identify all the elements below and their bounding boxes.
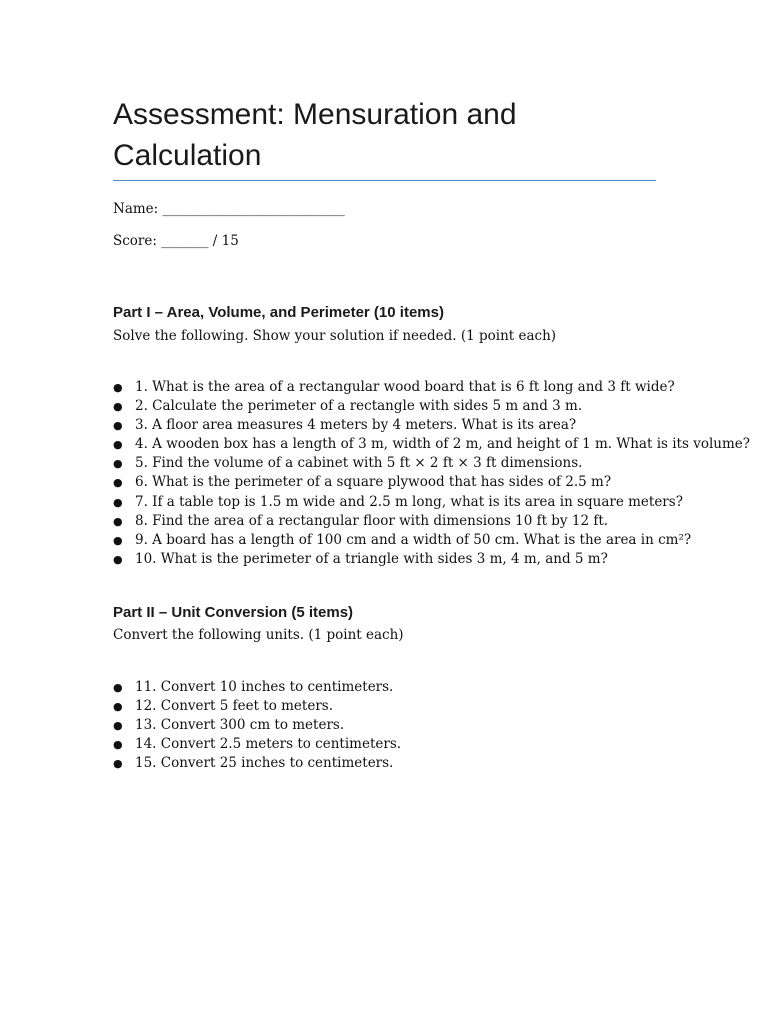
list-item [113,697,673,716]
list-item [113,716,673,735]
question-text: 10. What is the perimeter of a triangle with sides 3 m, 4 m, and 5 m? [135,550,608,567]
question-text: 3. A floor area measures 4 meters by 4 meters. What is its area? [135,417,577,434]
list-item [113,378,673,397]
bullet-icon: ● [113,700,123,714]
bullet-icon: ● [113,438,123,452]
page-title: Assessment: Mensuration and Calculation [113,98,517,172]
part1-heading: Part I – Area, Volume, and Perimeter (10 items) [113,304,444,321]
part1-instruction: Solve the following. Show your solution if needed. (1 point each) [113,328,557,344]
list-item [113,493,683,512]
score-field: Score: _______ / 15 [113,233,239,249]
bullet-icon: ● [113,738,123,752]
question-text: 14. Convert 2.5 meters to centimeters. [135,736,402,753]
bullet-icon: ● [113,514,123,528]
title-divider [113,180,656,181]
bullet-icon: ● [113,495,123,509]
list-item [113,531,692,550]
bullet-icon: ● [113,419,123,433]
bullet-icon: ● [113,476,123,490]
bullet-icon: ● [113,552,123,566]
part2-instruction: Convert the following units. (1 point each) [113,627,404,643]
bullet-icon: ● [113,381,123,394]
part2-heading: Part II – Unit Conversion (5 items) [113,604,354,621]
question-text: 12. Convert 5 feet to meters. [135,698,333,715]
bullet-icon: ● [113,457,123,471]
bullet-icon: ● [113,533,123,547]
question-text: 15. Convert 25 inches to centimeters. [135,755,394,772]
list-item [113,473,673,492]
question-text: 11. Convert 10 inches to centimeters. [135,679,394,695]
question-text: 7. If a table top is 1.5 m wide and 2.5 m long, what is its area in square meters? [135,493,683,510]
question-text: 5. Find the volume of a cabinet with 5 ft × 2 ft × 3 ft dimensions. [135,455,583,472]
list-item [113,512,673,531]
bullet-icon: ● [113,681,123,694]
question-text: 1. What is the area of a rectangular wood board that is 6 ft long and 3 ft wide? [135,379,675,395]
part2-question-list [113,678,673,773]
list-item [113,550,673,569]
list-item [113,435,750,454]
question-text: 6. What is the perimeter of a square plywood that has sides of 2.5 m? [135,474,612,491]
question-text: 13. Convert 300 cm to meters. [135,717,345,734]
list-item [113,678,673,697]
question-text: 4. A wooden box has a length of 3 m, width of 2 m, and height of 1 m. What is its volume? [135,436,750,453]
bullet-icon: ● [113,757,123,771]
question-text: 9. A board has a length of 100 cm and a width of 50 cm. What is the area in cm²? [135,531,692,548]
list-item [113,416,673,435]
question-text: 2. Calculate the perimeter of a rectangle with sides 5 m and 3 m. [135,398,583,415]
list-item [113,735,673,754]
bullet-icon: ● [113,400,123,414]
question-text: 8. Find the area of a rectangular floor with dimensions 10 ft by 12 ft. [135,512,609,529]
part1-question-list [113,378,750,569]
name-field: Name: ___________________________ [113,201,345,217]
bullet-icon: ● [113,719,123,733]
list-item [113,454,673,473]
list-item [113,397,673,416]
list-item [113,754,673,773]
